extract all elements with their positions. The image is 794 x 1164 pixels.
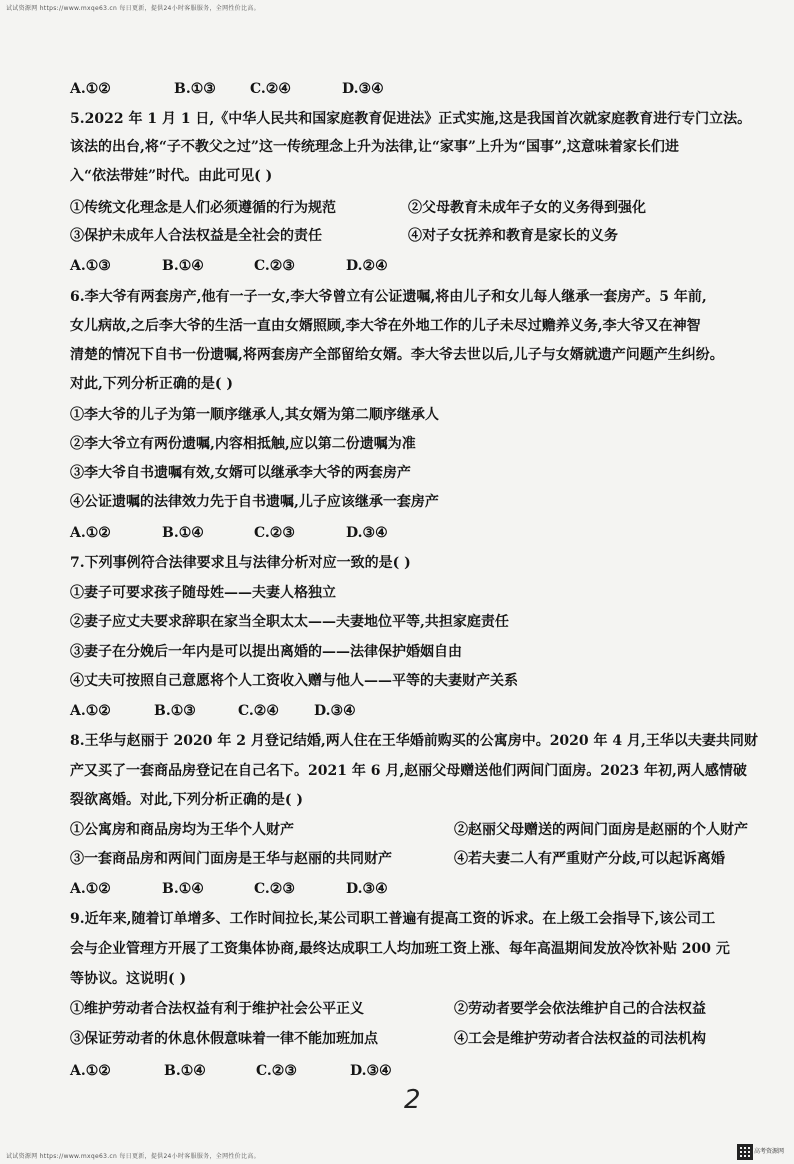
q5-item-4: ④对子女抚养和教育是家长的义务 <box>408 228 618 244</box>
q6-item-3: ③李大爷自书遗嘱有效,女婿可以继承李大爷的两套房产 <box>70 465 411 481</box>
option-c[interactable]: C.②③ <box>256 1063 297 1079</box>
q5-item-3: ③保护未成年人合法权益是全社会的责任 <box>70 228 322 244</box>
option-b[interactable]: B.①④ <box>162 881 204 897</box>
option-c[interactable]: C.②③ <box>254 525 295 541</box>
q7-item-2: ②妻子应丈夫要求辞职在家当全职太太——夫妻地位平等,共担家庭责任 <box>70 614 509 630</box>
option-a[interactable]: A.①② <box>70 703 111 719</box>
q6-options <box>70 524 786 542</box>
q6-stem-line-3: 清楚的情况下自书一份遗嘱,将两套房产全部留给女婿。李大爷去世以后,儿子与女婿就遗产问题产生纠纷。 <box>70 347 724 363</box>
q9-items-row-2 <box>70 1030 786 1048</box>
q8-options <box>70 880 786 898</box>
option-c[interactable]: C.②③ <box>254 881 295 897</box>
q9-stem-line-1: 9.近年来,随着订单增多、工作时间拉长,某公司职工普遍有提高工资的诉求。在上级工会指导下,该公司工 <box>70 911 716 927</box>
option-b[interactable]: B.①④ <box>162 258 204 274</box>
option-d[interactable]: D.③④ <box>350 1063 392 1079</box>
option-b[interactable]: B.①③ <box>154 703 196 719</box>
q7-options <box>70 702 786 720</box>
q9-item-1: ①维护劳动者合法权益有利于维护社会公平正义 <box>70 1001 364 1017</box>
option-a[interactable]: A.①② <box>70 881 111 897</box>
q6-item-1: ①李大爷的儿子为第一顺序继承人,其女婿为第二顺序继承人 <box>70 407 439 423</box>
qr-code-icon <box>737 1144 753 1160</box>
option-c[interactable]: C.②④ <box>250 81 291 97</box>
q5-options <box>70 257 786 275</box>
q9-item-4: ④工会是维护劳动者合法权益的司法机构 <box>454 1031 706 1047</box>
q8-item-2: ②赵丽父母赠送的两间门面房是赵丽的个人财产 <box>454 822 748 838</box>
q7-item-3: ③妻子在分娩后一年内是可以提出离婚的——法律保护婚姻自由 <box>70 644 462 660</box>
brand-logo: 高考资源网 <box>754 1148 785 1155</box>
q5-items-row-2 <box>70 227 786 245</box>
q6-stem-line-1: 6.李大爷有两套房产,他有一子一女,李大爷曾立有公证遗嘱,将由儿子和女儿每人继承一套房产。5 年前, <box>70 289 707 305</box>
option-b[interactable]: B.①④ <box>164 1063 206 1079</box>
q6-stem-line-2: 女儿病故,之后李大爷的生活一直由女婿照顾,李大爷在外地工作的儿子未尽过赡养义务,李大爷又在神智 <box>70 318 701 334</box>
option-a[interactable]: A.①② <box>70 81 111 97</box>
prev-question-options <box>70 80 786 98</box>
q5-item-1: ①传统文化理念是人们必须遵循的行为规范 <box>70 200 336 216</box>
q9-options <box>70 1062 786 1080</box>
q9-items-row-1 <box>70 1000 786 1018</box>
q6-item-2: ②李大爷立有两份遗嘱,内容相抵触,应以第二份遗嘱为准 <box>70 436 416 452</box>
q8-item-3: ③一套商品房和两间门面房是王华与赵丽的共同财产 <box>70 851 392 867</box>
q5-item-2: ②父母教育未成年子女的义务得到强化 <box>408 200 646 216</box>
q8-item-4: ④若夫妻二人有严重财产分歧,可以起诉离婚 <box>454 851 725 867</box>
q6-item-4: ④公证遗嘱的法律效力先于自书遗嘱,儿子应该继承一套房产 <box>70 494 439 510</box>
q6-stem-line-4: 对此,下列分析正确的是( ) <box>70 376 233 392</box>
option-c[interactable]: C.②④ <box>238 703 279 719</box>
q9-item-2: ②劳动者要学会依法维护自己的合法权益 <box>454 1001 706 1017</box>
option-d[interactable]: D.③④ <box>342 81 384 97</box>
q7-item-4: ④丈夫可按照自己意愿将个人工资收入赠与他人——平等的夫妻财产关系 <box>70 673 518 689</box>
q9-stem-line-2: 会与企业管理方开展了工资集体协商,最终达成职工人均加班工资上涨、每年高温期间发放冷饮补贴 200 元 <box>70 941 730 957</box>
q7-item-1: ①妻子可要求孩子随母姓——夫妻人格独立 <box>70 585 336 601</box>
option-d[interactable]: D.③④ <box>346 525 388 541</box>
q9-stem-line-3: 等协议。这说明( ) <box>70 971 187 987</box>
q5-stem-line-3: 入“依法带娃”时代。由此可见( ) <box>70 168 273 184</box>
option-d[interactable]: D.③④ <box>346 881 388 897</box>
q5-stem-line-1: 5.2022 年 1 月 1 日,《中华人民共和国家庭教育促进法》正式实施,这是我国首次就家庭教育进行专门立法。 <box>70 111 752 127</box>
q8-items-row-2 <box>70 850 786 868</box>
q5-stem-line-2: 该法的出台,将“子不教父之过”这一传统理念上升为法律,让“家事”上升为“国事”,这意味着家长们进 <box>70 139 679 155</box>
option-d[interactable]: D.③④ <box>314 703 356 719</box>
q8-stem-line-2: 产又买了一套商品房登记在自己名下。2021 年 6 月,赵丽父母赠送他们两间门面房。2023 年初,两人感情破 <box>70 763 747 779</box>
q7-stem-line-1: 7.下列事例符合法律要求且与法律分析对应一致的是( ) <box>70 555 411 571</box>
q5-items-row-1 <box>70 199 786 217</box>
option-a[interactable]: A.①③ <box>70 258 111 274</box>
q9-item-3: ③保证劳动者的休息休假意味着一律不能加班加点 <box>70 1031 378 1047</box>
option-c[interactable]: C.②③ <box>254 258 295 274</box>
option-b[interactable]: B.①④ <box>162 525 204 541</box>
q8-item-1: ①公寓房和商品房均为王华个人财产 <box>70 822 294 838</box>
q8-stem-line-1: 8.王华与赵丽于 2020 年 2 月登记结婚,两人住在王华婚前购买的公寓房中。2020 年 4 月,王华以夫妻共同财 <box>70 733 758 749</box>
option-a[interactable]: A.①② <box>70 1063 111 1079</box>
page-header: 试试资源网 https://www.mxqe63.cn 每日更新，提供24小时客服服务，全网性价比高。 <box>6 5 260 12</box>
q8-stem-line-3: 裂欲离婚。对此,下列分析正确的是( ) <box>70 792 303 808</box>
option-a[interactable]: A.①② <box>70 525 111 541</box>
option-b[interactable]: B.①③ <box>174 81 216 97</box>
q8-items-row-1 <box>70 821 786 839</box>
page-number: 2 <box>404 1085 421 1115</box>
option-d[interactable]: D.②④ <box>346 258 388 274</box>
page-footer: 试试资源网 https://www.mxqe63.cn 每日更新，提供24小时客服服务，全网性价比高。 <box>6 1153 260 1160</box>
